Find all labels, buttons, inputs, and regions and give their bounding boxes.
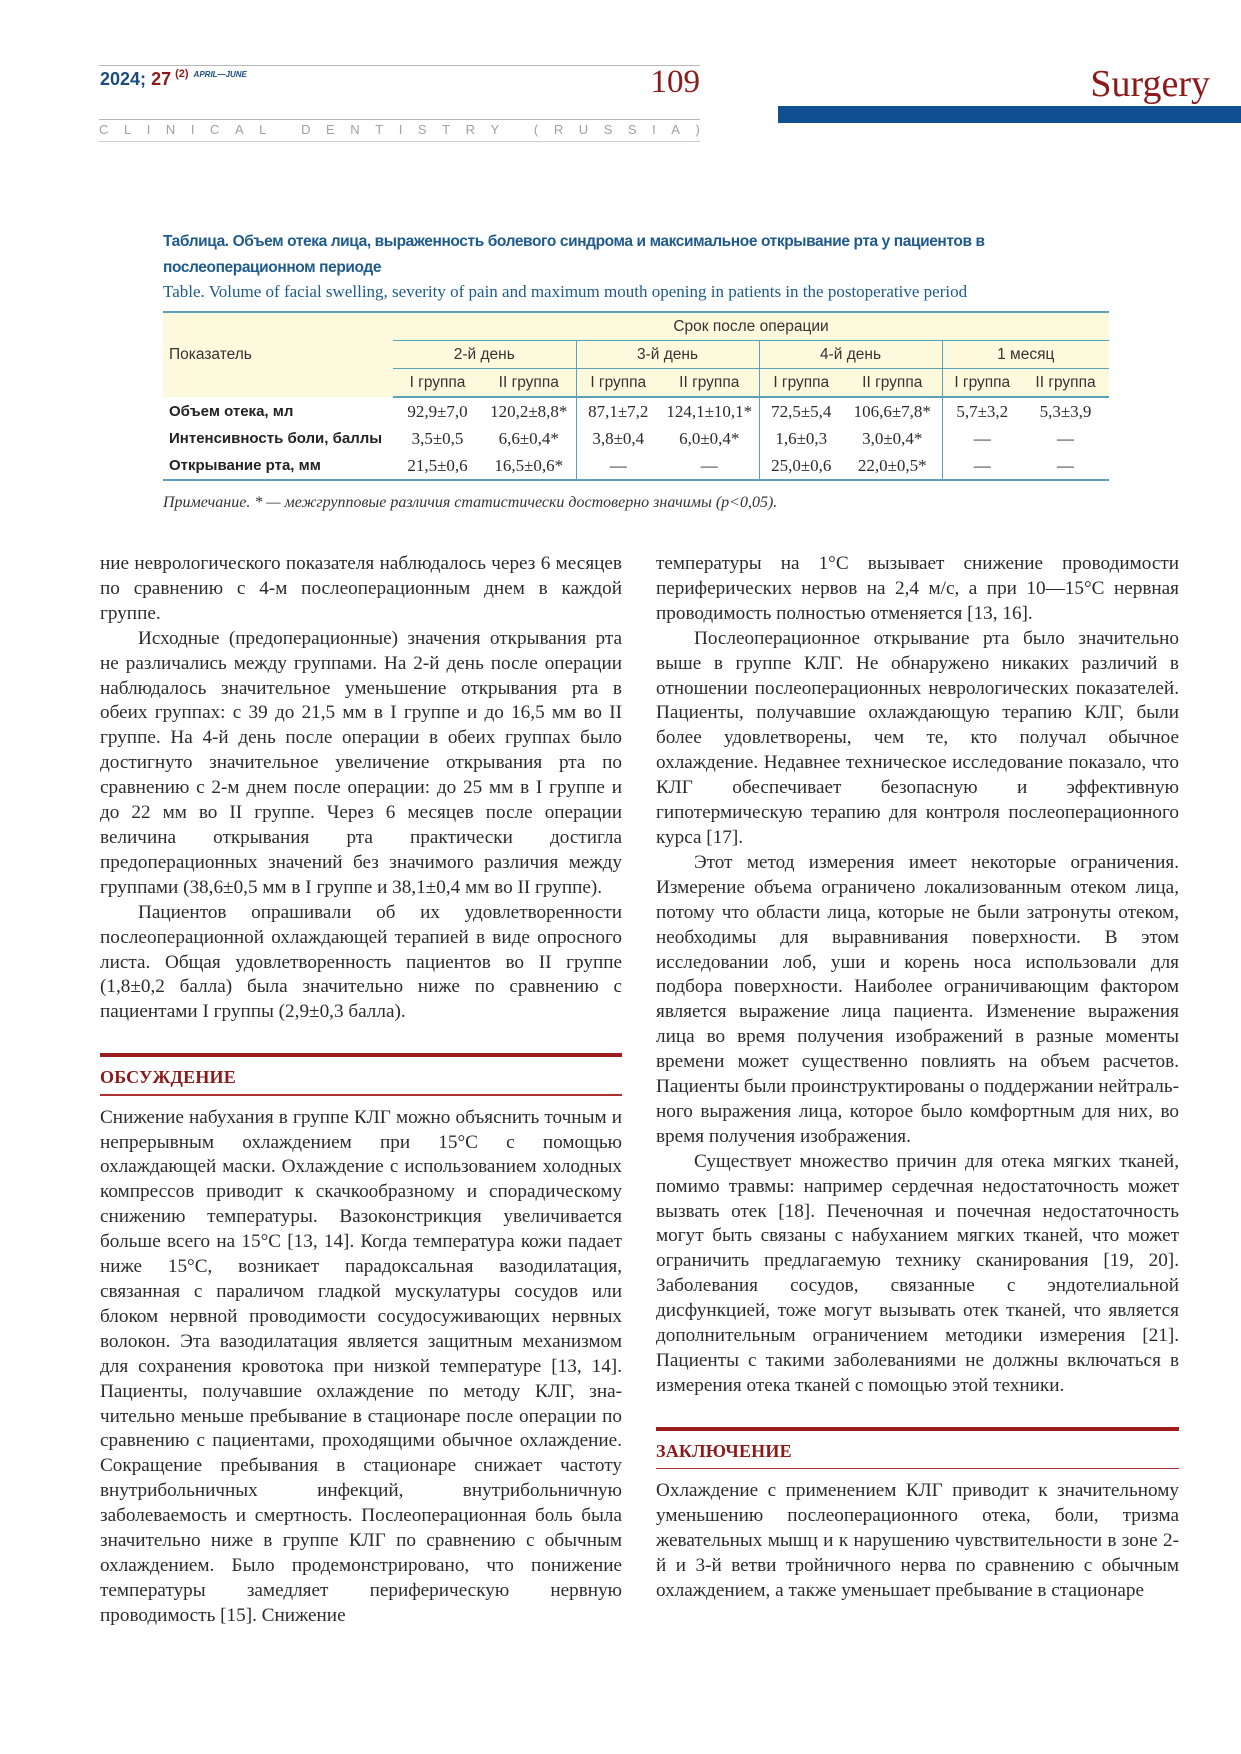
journal-letter: I — [146, 122, 151, 137]
cell: — — [1057, 428, 1074, 448]
journal-letter: T — [375, 122, 384, 137]
issue-number: (2) — [175, 68, 189, 80]
journal-letter: S — [627, 122, 637, 137]
cell: 92,9±7,0 — [407, 401, 468, 421]
journal-letter: S — [603, 122, 613, 137]
discussion-section-heading — [100, 1053, 622, 1095]
cell: 3,5±0,5 — [411, 428, 464, 448]
journal-letter: C — [210, 122, 220, 137]
group-header: I группа — [393, 369, 482, 398]
cell: — — [576, 452, 660, 480]
super-header: Срок после операции — [393, 312, 1109, 341]
cell: 5,3±3,9 — [1039, 401, 1092, 421]
table-title-en: Table. Volume of facial swelling, severity of pain and maximum mouth opening in patients in the postoperative period — [163, 282, 968, 301]
paragraph: Пациентов опрашивали об их удовлетворенности послеоперационной охлаждающей терапией в виде опросного листа. Общая удовлетворенность пациентов во II группе (1,8±0,2 балла) была значительно ниже по сравнению с пациентами I группы (2,9±0,3 балла). — [100, 901, 622, 1023]
heading-rule-thin — [100, 1094, 622, 1096]
results-table — [163, 311, 1109, 481]
cell: — — [942, 452, 1022, 480]
cell: 6,6±0,4* — [498, 428, 559, 448]
cell: 16,5±0,6* — [482, 452, 576, 480]
period-header: 1 месяц — [942, 341, 1109, 369]
paragraph: Исходные (предоперационные) значения открывания рта не различались между группами. На 2-й день после операции наблюдалось значительное уменьшение открывания рта в обеих группах: с 39 до 21,5 мм в I группе и до 16,5 мм во II группе. На 4-й день после операции в обеих группах было достигнуто значительное увеличение открывания рта по сравнению с 2-м днем после операции: до 25 мм в I группе и до 22 мм во II группе. Через 6 месяцев после операции величина открывания рта практически достигла предоперационных значений без значимого различия между группами (38,6±0,5 мм в I группе и 38,1±0,4 мм во II группе). — [100, 627, 622, 898]
group-header: I группа — [942, 369, 1022, 398]
paragraph: Существует множество причин для отека мягких тканей, помимо травмы: например сердечная недостаточность может вызвать отек [18]. Печеночная и почечная недостаточность могут быть связаны с набуханием мягких тканей, что может ограничить предлагаемую технику сканирования [19, 20]. Заболевания сосудов, связанные с эндотелиальной дисфункцией, тоже могут вызывать отек тканей, что является дополнительным ограничением методики измерения [21]. Пациенты с такими заболеваниями не должны включаться в измерения отека тканей с помощью этой техники. — [656, 1150, 1179, 1396]
issue-volume: 27 — [151, 69, 172, 89]
period-header: 2-й день — [393, 341, 576, 369]
issue-year: 2024; — [100, 69, 147, 89]
table-row — [163, 425, 1109, 452]
cell: 3,0±0,4* — [862, 428, 923, 448]
journal-letter: N — [165, 122, 176, 137]
row-label: Открывание рта, мм — [163, 452, 393, 480]
journal-letter: ( — [533, 122, 539, 137]
cell: 120,2±8,8* — [490, 401, 568, 421]
paragraph: ние неврологического показателя наблюдалось через 6 месяцев по сравнению с 4-м послеоперационным днем в каждой группе. — [100, 553, 622, 624]
table-title-ru: Таблица. Объем отека лица, выраженность болевого синдрома и максимальное открывание рта у пациентов в послеоперационном периоде — [163, 233, 985, 276]
journal-letter: N — [350, 122, 360, 137]
journal-letter: D — [301, 122, 311, 137]
paragraph: Охлаждение с применением КЛГ приводит к значительному уменьшению послеоперационного отека, боли, тризма жевательных мышц и к нарушению чувствительности в зоне 2-й и 3-й ветви тройничного нерва по сравнению с обычным охлаждением, а также уменьшает пребывание в стационаре — [656, 1480, 1179, 1601]
header-bottom-rule — [99, 141, 700, 142]
paragraph: Послеоперационное открывание рта было значительно выше в группе КЛГ. Не обнаружено никаких различий в отношении послеоперационных неврологических показателей. Пациенты, получавшие охлаждающую терапию КЛГ, были более удовлетворены, чем те, кто получал обычное охлаждение. Недавнее техническое исследование показало, что КЛГ обеспечивает безопасную и эффективную гипотермическую терапию для контроля послеоперационного курса [17]. — [656, 627, 1179, 848]
heading-label: ОБСУЖДЕНИЕ — [100, 1067, 236, 1088]
journal-letter: I — [190, 122, 195, 137]
header-top-rule — [99, 65, 700, 66]
group-header: II группа — [482, 369, 576, 398]
cell: 5,7±3,2 — [942, 397, 1022, 425]
journal-letter: Y — [490, 122, 500, 137]
section-color-bar — [778, 106, 1241, 123]
table-row — [163, 452, 1109, 480]
cell: 3,8±0,4 — [576, 425, 660, 452]
journal-letter: I — [398, 122, 403, 137]
group-header: II группа — [1022, 369, 1109, 398]
cell: 1,6±0,3 — [759, 425, 843, 452]
period-header: 3-й день — [576, 341, 759, 369]
header-mid-rule — [99, 119, 700, 120]
paragraph: Этот метод измерения имеет некоторые ограничения. Измерение объема ограничено локализованным отеком лица, потому что области лица, которые не были затронуты отеком, необходимы для выравнивания поверхности. В этом исследовании лоб, уши и корень носа использовали для подбора поверхности. Наиболее ограничивающим фактором является выражение лица пациента. Изменение выражения лица во время получения изображений в разные моменты времени может существенно повлиять на объем расчетов. Пациенты были проинструктированы о поддержании нейтрального выражения лица, которое было комфортным для них, во время получения изображения. — [656, 851, 1179, 1147]
journal-name — [99, 122, 700, 137]
group-header: II группа — [843, 369, 942, 398]
journal-letter — [515, 122, 519, 137]
journal-letter: R — [553, 122, 564, 137]
journal-letter: I — [652, 122, 656, 137]
row-label: Объем отека, мл — [169, 402, 294, 420]
journal-letter: R — [465, 122, 475, 137]
journal-letter: A — [671, 122, 680, 137]
conclusion-section-heading — [656, 1427, 1179, 1469]
period-header: 4-й день — [759, 341, 942, 369]
paragraph: температуры на 1°C вызывает снижение проводимости периферических нервов на 2,4 м/с, а при 10—15°C нервная проводимость полностью отменяется [13, 16]. — [656, 553, 1179, 624]
cell: — — [942, 425, 1022, 452]
journal-letter: C — [99, 122, 109, 137]
journal-letter: L — [259, 122, 267, 137]
heading-label: ЗАКЛЮЧЕНИЕ — [656, 1440, 792, 1461]
journal-letter: A — [234, 122, 244, 137]
heading-rule-thin — [656, 1468, 1179, 1470]
row-label: Интенсивность боли, баллы — [169, 430, 383, 447]
cell: 106,6±7,8* — [853, 401, 931, 421]
cell: 22,0±0,5* — [843, 452, 942, 480]
cell: 6,0±0,4* — [679, 428, 740, 448]
group-header: II группа — [660, 369, 759, 398]
issue-period: APRIL—JUNE — [193, 70, 247, 79]
group-header: I группа — [576, 369, 660, 398]
page-number: 109 — [650, 64, 700, 100]
table-note: Примечание. * — межгрупповые различия статистически достоверно значимы (p<0,05). — [163, 494, 778, 511]
cell: — — [660, 452, 759, 480]
journal-letter: T — [442, 122, 451, 137]
right-column — [656, 552, 1179, 1604]
journal-letter: L — [123, 122, 132, 137]
section-title: Surgery — [1090, 63, 1210, 105]
journal-letter: S — [417, 122, 427, 137]
cell: 72,5±5,4 — [759, 397, 843, 425]
cell: 87,1±7,2 — [576, 397, 660, 425]
paragraph: Снижение набухания в группе КЛГ можно объяснить точным и непрерывным охлаждением при 15°C с помощью охлаждающей маски. Охлаждение с использованием холодных компрессов приводит к скачкообразному и спорадическому снижению температуры. Вазоконстрикция увеличивается больше всего на 15°C [13, 14]. Когда температура кожи падает ниже 15°C, возникает парадоксальная вазодилатация, связанная с параличом гладкой мускулатуры сосудов или блоком нервной проводимости сосудосуживающих нервных волокон. Эта вазодилатация является защитным механизмом для сохранения кровотока при низкой температуре [13, 14]. Пациенты, получавшие охлаждение по методу КЛГ, значительно меньше пребывание в стационаре после операции по сравнению с пациентами, проходящими обычное охлаждение. Сокращение пребывания в стационаре снижает частоту внутрибольничных инфекций, внутрибольничную заболеваемость и смертность. Послеоперационная боль была значительно ниже в группе КЛГ по сравнению с обычным охлаждением. Было продемонстрировано, что понижение температуры замедляет периферическую нервную проводимость [15]. Снижение — [100, 1106, 622, 1626]
group-header: I группа — [759, 369, 843, 398]
journal-letter: ) — [695, 122, 700, 137]
row-header: Показатель — [163, 312, 393, 397]
table-row — [163, 397, 1109, 425]
cell: 25,0±0,6 — [759, 452, 843, 480]
journal-letter: U — [578, 122, 589, 137]
cell: 21,5±0,6 — [393, 452, 482, 480]
cell: — — [1022, 452, 1109, 480]
journal-letter — [282, 122, 286, 137]
journal-letter: E — [326, 122, 335, 137]
issue-info — [100, 69, 247, 90]
left-column — [100, 552, 622, 1629]
cell: 124,1±10,1* — [666, 401, 753, 421]
